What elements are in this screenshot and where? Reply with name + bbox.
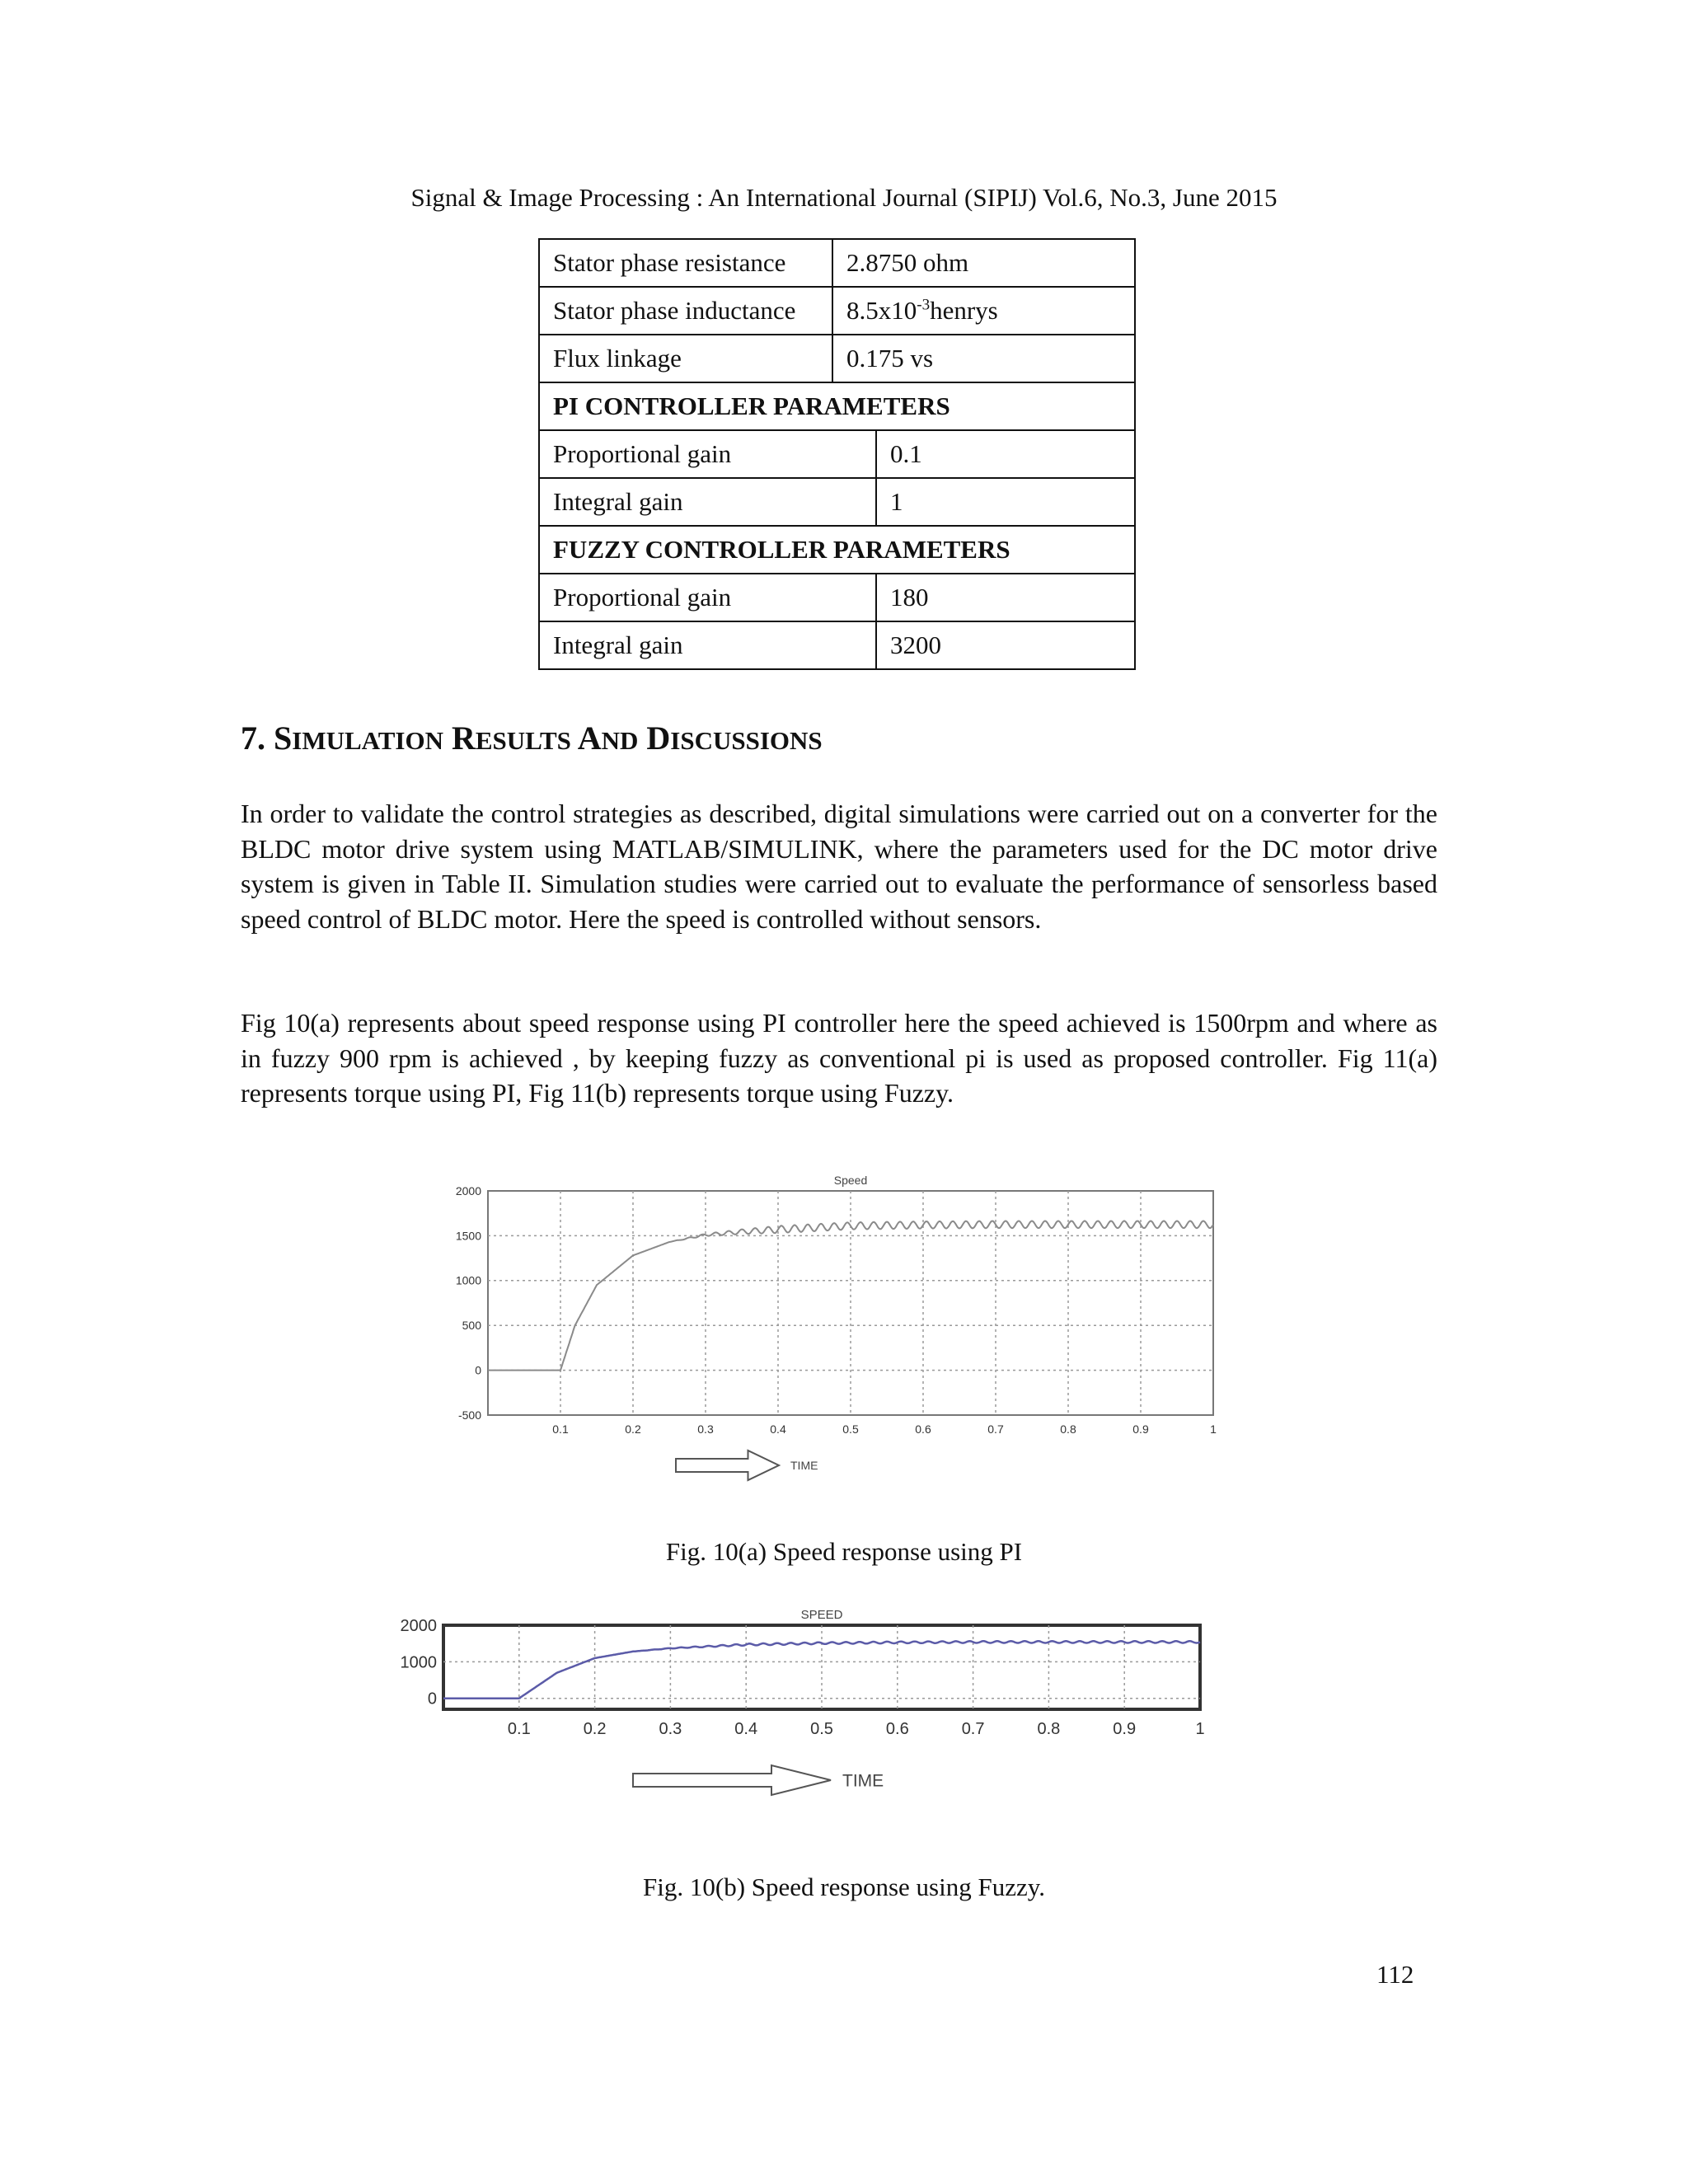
fuzzy-section-heading: FUZZY CONTROLLER PARAMETERS — [539, 526, 1135, 574]
y-tick-label: 0 — [427, 1690, 437, 1708]
x-tick-label: 0.6 — [885, 1720, 909, 1738]
param-value: 3200 — [876, 621, 1135, 669]
y-tick-label: 0 — [475, 1363, 481, 1377]
x-tick-label: 0.4 — [770, 1422, 786, 1436]
x-tick-label: 0.5 — [842, 1422, 859, 1436]
figure-caption-b: Fig. 10(b) Speed response using Fuzzy. — [643, 1872, 1045, 1901]
value-unit: henrys — [930, 296, 998, 325]
heading-smallcaps: ISCUSSIONS — [670, 726, 823, 755]
body-paragraph: In order to validate the control strategies as described, digital simulations were carried out on a converter for the BLDC motor drive system using MATLAB/SIMULINK, where the parameters used for the DC motor drive system is given in Table II. Simulation studies were carried out to evaluate the performance of sensorless based speed control of BLDC motor. Here the speed is controlled without sensors. — [241, 799, 1437, 934]
x-axis-label: TIME — [842, 1771, 884, 1791]
chart-title: SPEED — [800, 1608, 843, 1622]
x-tick-label: 0.2 — [625, 1422, 641, 1436]
y-tick-label: -500 — [457, 1408, 481, 1422]
x-tick-label: 0.4 — [734, 1720, 758, 1738]
section-heading — [241, 719, 823, 757]
x-tick-label: 0.8 — [1037, 1720, 1061, 1738]
x-tick-label: 0.1 — [507, 1720, 531, 1738]
chart-title: Speed — [833, 1174, 868, 1187]
heading-initial: A — [577, 719, 602, 757]
x-tick-label: 0.3 — [659, 1720, 682, 1738]
x-tick-label: 0.7 — [987, 1422, 1004, 1436]
heading-word — [578, 719, 639, 757]
x-tick-label: 0.6 — [915, 1422, 931, 1436]
section-number: 7. — [241, 719, 265, 757]
table-row — [539, 430, 1135, 478]
param-name: Stator phase resistance — [539, 239, 832, 287]
param-value: 0.175 vs — [832, 335, 1135, 382]
param-name: Proportional gain — [539, 430, 876, 478]
table-row — [539, 382, 1135, 430]
heading-smallcaps: ESULTS — [475, 726, 571, 755]
param-name: Stator phase inductance — [539, 287, 832, 335]
x-tick-label: 1 — [1210, 1422, 1217, 1436]
param-name: Integral gain — [539, 478, 876, 526]
heading-smallcaps: ND — [601, 726, 639, 755]
pi-section-heading: PI CONTROLLER PARAMETERS — [539, 382, 1135, 430]
y-tick-label: 2000 — [400, 1617, 437, 1635]
body-paragraph: Fig 10(a) represents about speed response using PI controller here the speed achieved is 1500rpm and where as in fuzzy 900 rpm is achieved , by keeping fuzzy as conventional pi is used as proposed controller. Fig 11(a) represents torque using PI, Fig 11(b) represents torque using Fuzzy. — [241, 1008, 1437, 1108]
speed-chart-fuzzy — [394, 1607, 1210, 1821]
time-arrow-icon — [633, 1765, 831, 1795]
speed-chart-pi — [445, 1170, 1220, 1508]
parameters-table — [538, 238, 1136, 670]
param-name: Integral gain — [539, 621, 876, 669]
y-tick-label: 2000 — [455, 1183, 481, 1197]
table-row — [539, 287, 1135, 335]
table-row — [539, 478, 1135, 526]
value-base: 8.5x10 — [846, 296, 917, 325]
table-row — [539, 574, 1135, 621]
x-tick-label: 0.9 — [1113, 1720, 1137, 1738]
x-tick-label: 0.2 — [583, 1720, 607, 1738]
x-tick-label: 0.1 — [552, 1422, 569, 1436]
x-tick-label: 0.8 — [1060, 1422, 1076, 1436]
table-row — [539, 621, 1135, 669]
table-row — [539, 239, 1135, 287]
heading-initial: D — [646, 719, 671, 757]
figure-caption-a: Fig. 10(a) Speed response using PI — [665, 1537, 1023, 1566]
heading-initial: S — [274, 719, 293, 757]
table-row — [539, 335, 1135, 382]
heading-word — [274, 719, 443, 757]
param-value — [832, 287, 1135, 335]
x-tick-label: 0.3 — [697, 1422, 714, 1436]
running-header: Signal & Image Processing : An International Journal (SIPIJ) Vol.6, No.3, June 2015 — [410, 183, 1278, 212]
x-axis-label: TIME — [790, 1458, 818, 1472]
x-tick-label: 1 — [1195, 1720, 1205, 1738]
x-tick-label: 0.5 — [810, 1720, 833, 1738]
heading-word — [452, 719, 571, 757]
table-row — [539, 526, 1135, 574]
y-tick-label: 1000 — [455, 1273, 481, 1287]
param-value: 1 — [876, 478, 1135, 526]
param-value: 0.1 — [876, 430, 1135, 478]
param-name: Flux linkage — [539, 335, 832, 382]
page-number: 112 — [1376, 1960, 1414, 1989]
value-exponent: -3 — [917, 296, 931, 314]
heading-initial: R — [451, 719, 476, 757]
time-arrow-icon — [676, 1451, 779, 1480]
param-value: 2.8750 ohm — [832, 239, 1135, 287]
x-tick-label: 0.9 — [1132, 1422, 1149, 1436]
y-tick-label: 500 — [462, 1319, 481, 1333]
param-name: Proportional gain — [539, 574, 876, 621]
y-tick-label: 1000 — [400, 1653, 437, 1672]
param-value: 180 — [876, 574, 1135, 621]
x-tick-label: 0.7 — [961, 1720, 985, 1738]
heading-smallcaps: IMULATION — [292, 726, 443, 755]
heading-word — [646, 719, 822, 757]
y-tick-label: 1500 — [455, 1229, 481, 1243]
